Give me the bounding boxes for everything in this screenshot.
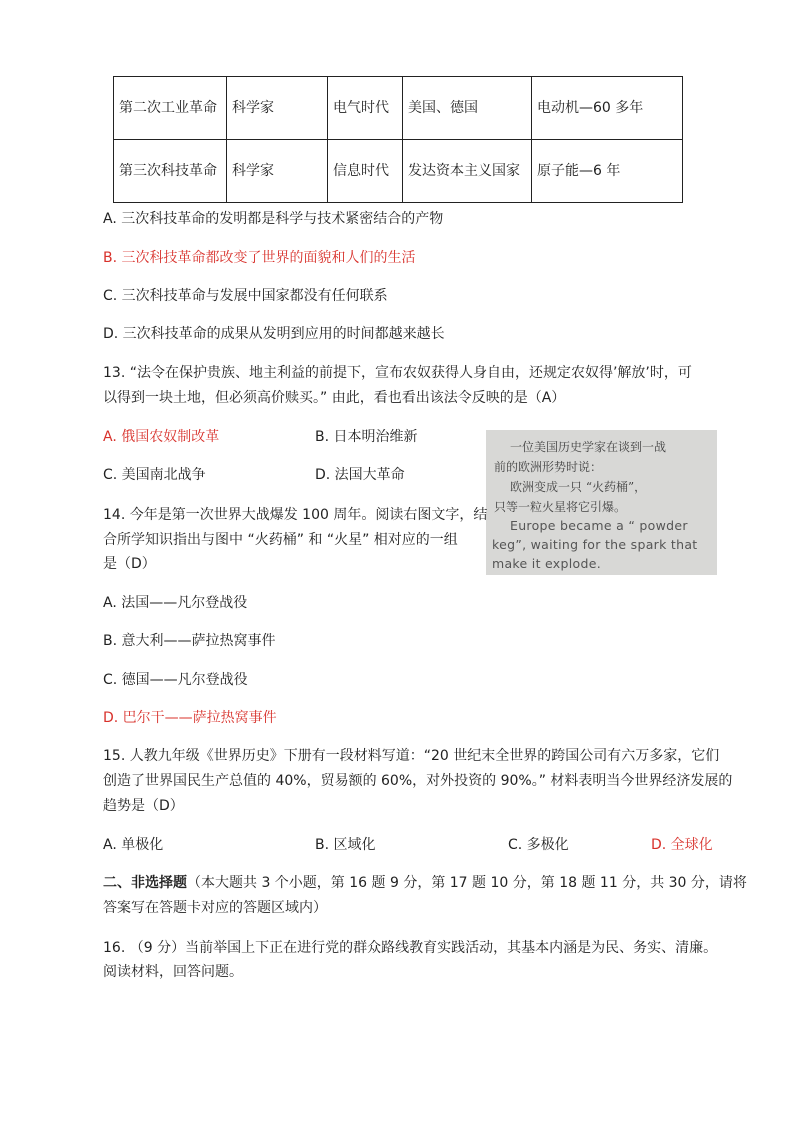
q13-option-d: D. 法国大革命: [315, 467, 405, 483]
table-row: [114, 140, 683, 203]
q14-option-d-answer: D. 巴尔干——萨拉热窝事件: [103, 710, 277, 726]
q13-option-a-answer: A. 俄国农奴制改革: [103, 429, 220, 445]
image-text-line: keg”, waiting for the spark that: [492, 537, 698, 552]
table-cell: 原子能—6 年: [532, 140, 683, 203]
q14-stem-line3: 是（D）: [103, 556, 156, 572]
section-two-heading: [103, 873, 747, 893]
image-text-line: 只等一粒火星将它引爆。: [494, 500, 627, 514]
q15-option-c: C. 多极化: [508, 837, 569, 853]
section-two-instructions: （本大题共 3 个小题，第 16 题 9 分，第 17 题 10 分，第 18 题 11 分，共 30 分，请将: [187, 875, 747, 891]
q14-option-a: A. 法国——凡尔登战役: [103, 595, 248, 611]
image-text-line: make it explode.: [492, 556, 601, 571]
q12-option-c: C. 三次科技革命与发展中国家都没有任何联系: [103, 288, 388, 304]
image-text-line: 前的欧洲形势时说：: [494, 460, 603, 474]
image-text-line: Europe became a “ powder: [510, 518, 688, 533]
q12-option-a: A. 三次科技革命的发明都是科学与技术紧密结合的产物: [103, 211, 444, 227]
revolution-table: [113, 76, 683, 203]
table-cell: 发达资本主义国家: [403, 140, 532, 203]
table-row: [114, 77, 683, 140]
q15-stem-line2: 创造了世界国民生产总值的 40%，贸易额的 60%，对外投资的 90%。” 材料表明当今世界经济发展的: [103, 773, 733, 789]
q15-option-a: A. 单极化: [103, 837, 164, 853]
q16-stem-line1: 16. （9 分）当前举国上下正在进行党的群众路线教育实践活动，其基本内涵是为民、务实、清廉。: [103, 940, 718, 956]
q13-option-b: B. 日本明治维新: [315, 429, 418, 445]
q12-option-b-answer: B. 三次科技革命都改变了世界的面貌和人们的生活: [103, 250, 416, 266]
q16-stem-line2: 阅读材料，回答问题。: [103, 964, 243, 980]
powder-keg-quote-image: [486, 430, 717, 575]
q13-stem-line2: 以得到一块土地，但必须高价赎买。” 由此，看也看出该法令反映的是（A）: [103, 390, 566, 406]
q12-option-d: D. 三次科技革命的成果从发明到应用的时间都越来越长: [103, 326, 445, 342]
table-cell: 科学家: [227, 140, 328, 203]
q13-stem-line1: 13. “法令在保护贵族、地主利益的前提下，宣布农奴获得人身自由，还规定农奴得’解放’时，可: [103, 365, 692, 381]
q13-option-c: C. 美国南北战争: [103, 467, 206, 483]
q14-stem-line1: 14. 今年是第一次世界大战爆发 100 周年。阅读右图文字，结: [103, 507, 488, 523]
table-cell: 信息时代: [328, 140, 403, 203]
q14-stem-line2: 合所学知识指出与图中 “火药桶” 和 “火星” 相对应的一组: [103, 532, 458, 548]
image-text-line: 欧洲变成一只 “火药桶”，: [510, 480, 647, 494]
q14-option-c: C. 德国——凡尔登战役: [103, 672, 248, 688]
q15-option-d-answer: D. 全球化: [651, 837, 713, 853]
table-cell: 电气时代: [328, 77, 403, 140]
table-cell: 电动机—60 多年: [532, 77, 683, 140]
q15-stem-line1: 15. 人教九年级《世界历史》下册有一段材料写道：“20 世纪末全世界的跨国公司有六万多家，它们: [103, 748, 720, 764]
table-cell: 第三次科技革命: [114, 140, 227, 203]
q15-option-b: B. 区域化: [315, 837, 376, 853]
section-two-instructions-line2: 答案写在答题卡对应的答题区域内）: [103, 900, 327, 916]
q14-option-b: B. 意大利——萨拉热窝事件: [103, 633, 276, 649]
table-cell: 第二次工业革命: [114, 77, 227, 140]
image-text-line: 一位美国历史学家在谈到一战: [510, 440, 667, 454]
section-two-title: 二、非选择题: [103, 875, 187, 891]
table-cell: 科学家: [227, 77, 328, 140]
table-cell: 美国、德国: [403, 77, 532, 140]
q15-stem-line3: 趋势是（D）: [103, 798, 184, 814]
